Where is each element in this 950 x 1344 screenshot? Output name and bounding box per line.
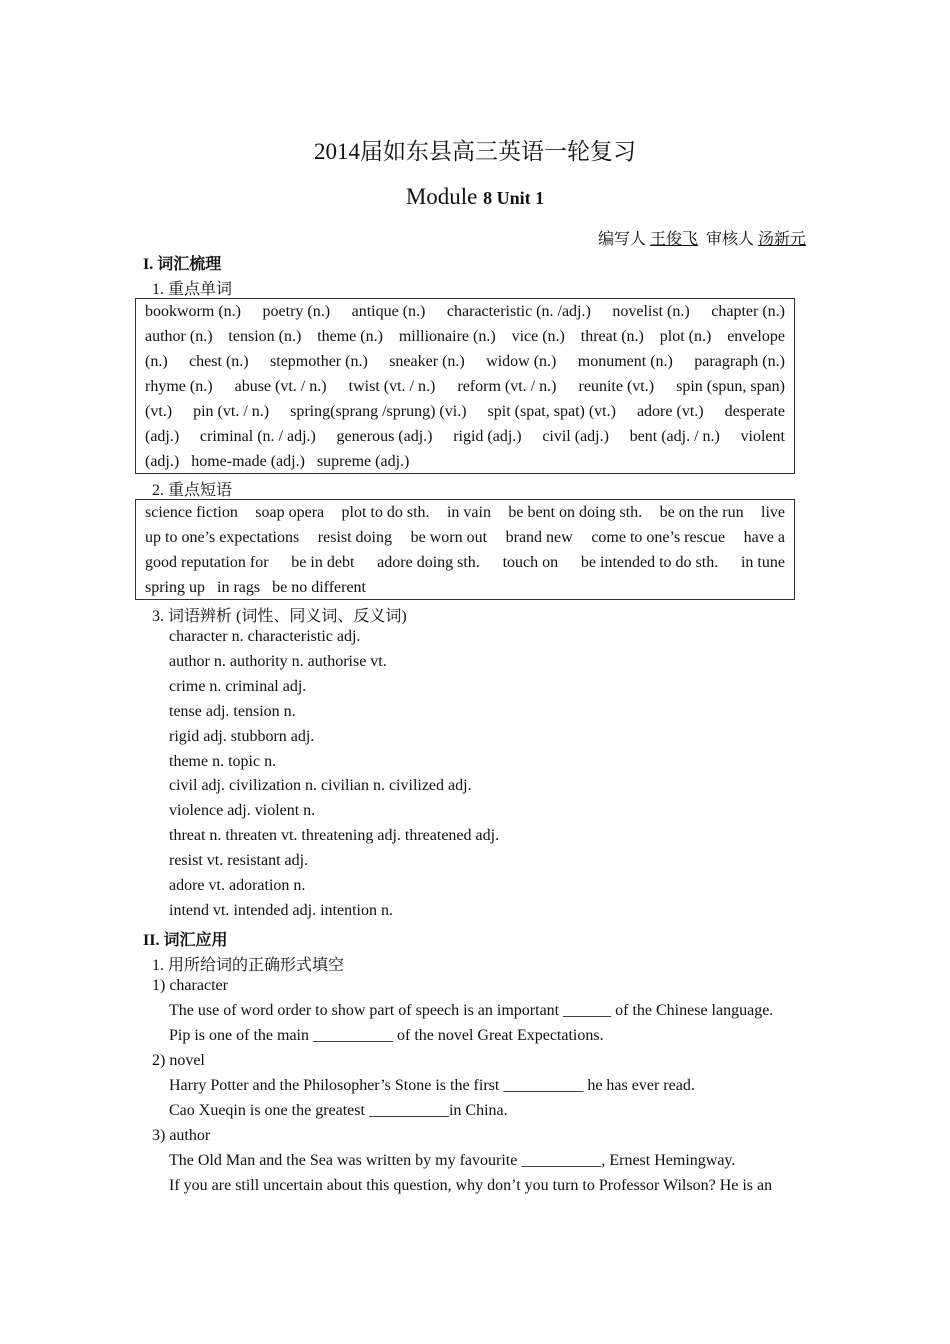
section2-heading: II. 词汇应用 xyxy=(143,932,228,949)
phrase-item: brand new xyxy=(505,529,573,546)
word-item: sneaker (n.) xyxy=(389,353,465,370)
word-line xyxy=(145,324,785,349)
word-item: threat (n.) xyxy=(580,328,644,345)
word-line xyxy=(145,399,785,424)
phrase-item: spring up xyxy=(145,579,205,596)
phrase-item: adore doing sth. xyxy=(377,554,480,571)
phrase-item: in vain xyxy=(446,504,491,521)
word-item: millionaire (n.) xyxy=(398,328,496,345)
page-subtitle xyxy=(0,184,950,210)
phrase-line xyxy=(145,550,785,575)
word-item: criminal (n. / adj.) xyxy=(199,428,316,445)
reviewer-name: 汤新元 xyxy=(757,231,806,248)
phrase-item: be on the run xyxy=(659,504,744,521)
phrase-item: come to one’s rescue xyxy=(591,529,726,546)
word-item: (n.) xyxy=(145,353,168,370)
word-item: supreme (adj.) xyxy=(316,453,410,470)
word-line xyxy=(145,374,785,399)
phrase-item: be bent on doing sth. xyxy=(508,504,643,521)
word-item: violent xyxy=(740,428,785,445)
phrase-line xyxy=(145,500,785,525)
word-item: (adj.) xyxy=(145,453,180,470)
word-item: reform (vt. / n.) xyxy=(457,378,557,395)
word-line xyxy=(145,299,785,324)
section1-sub3: 3. 词语辨析 (词性、同义词、反义词) xyxy=(152,608,407,625)
word-item: (adj.) xyxy=(145,428,180,445)
phrase-item: resist doing xyxy=(317,529,392,546)
word-item: (vt.) xyxy=(145,403,173,420)
phrase-item: science fiction xyxy=(145,504,238,521)
word-line xyxy=(145,424,785,449)
phrase-item: be intended to do sth. xyxy=(580,554,719,571)
key-phrases-box xyxy=(135,499,795,600)
word-pair: crime n. criminal adj. xyxy=(169,677,307,695)
word-item: envelope xyxy=(727,328,785,345)
phrase-item: soap opera xyxy=(255,504,325,521)
exercise-label: 2) novel xyxy=(152,1052,205,1069)
word-item: rigid (adj.) xyxy=(453,428,522,445)
word-item: generous (adj.) xyxy=(336,428,433,445)
phrase-item: in tune xyxy=(740,554,785,571)
phrase-item: be worn out xyxy=(410,529,488,546)
writer-label: 编写人 xyxy=(597,231,646,248)
word-item: characteristic (n. /adj.) xyxy=(446,303,591,320)
word-item: chest (n.) xyxy=(189,353,249,370)
phrase-line xyxy=(145,575,785,600)
word-item: novelist (n.) xyxy=(612,303,690,320)
word-item: rhyme (n.) xyxy=(145,378,213,395)
word-item: desperate xyxy=(724,403,785,420)
word-line xyxy=(145,349,785,374)
word-item: stepmother (n.) xyxy=(270,353,368,370)
phrase-item: plot to do sth. xyxy=(341,504,430,521)
word-item: plot (n.) xyxy=(659,328,712,345)
phrase-item: have a xyxy=(743,529,785,546)
word-item: bookworm (n.) xyxy=(145,303,241,320)
authors-line xyxy=(598,226,806,249)
word-item: antique (n.) xyxy=(351,303,426,320)
section2-sub1: 1. 用所给词的正确形式填空 xyxy=(152,957,345,974)
word-pair: civil adj. civilization n. civilian n. civilized adj. xyxy=(169,777,472,795)
word-item: civil (adj.) xyxy=(542,428,609,445)
word-item: paragraph (n.) xyxy=(694,353,785,370)
phrase-item: good reputation for xyxy=(145,554,269,571)
phrase-line xyxy=(145,525,785,550)
phrase-item: live xyxy=(761,504,785,521)
exercise-sentence: Pip is one of the main __________ of the novel Great Expectations. xyxy=(169,1027,604,1044)
word-item: home-made (adj.) xyxy=(191,453,305,470)
word-item: twist (vt. / n.) xyxy=(348,378,436,395)
phrase-item: touch on xyxy=(502,554,559,571)
subtitle-unit: 8 Unit 1 xyxy=(483,188,545,208)
exercise-sentence: If you are still uncertain about this question, why don’t you turn to Professor Wilson? He is an xyxy=(169,1177,773,1194)
word-pair: author n. authority n. authorise vt. xyxy=(169,652,387,670)
word-pair: violence adj. violent n. xyxy=(169,802,316,820)
word-item: adore (vt.) xyxy=(636,403,704,420)
word-item: vice (n.) xyxy=(511,328,565,345)
phrase-item: up to one’s expectations xyxy=(145,529,300,546)
word-pair: tense adj. tension n. xyxy=(169,702,296,720)
word-item: spin (spun, span) xyxy=(676,378,785,395)
word-item: poetry (n.) xyxy=(262,303,331,320)
word-item: widow (n.) xyxy=(486,353,557,370)
exercise-sentence: Harry Potter and the Philosopher’s Stone is the first __________ he has ever read. xyxy=(169,1077,695,1094)
word-pair: rigid adj. stubborn adj. xyxy=(169,727,315,745)
word-item: spit (spat, spat) (vt.) xyxy=(487,403,616,420)
word-pair: resist vt. resistant adj. xyxy=(169,852,309,870)
reviewer-label: 审核人 xyxy=(705,231,754,248)
word-item: chapter (n.) xyxy=(711,303,785,320)
page-title: 2014届如东县高三英语一轮复习 xyxy=(314,139,636,164)
word-item: abuse (vt. / n.) xyxy=(234,378,327,395)
word-pair: character n. characteristic adj. xyxy=(169,628,361,645)
word-item: tension (n.) xyxy=(228,328,302,345)
exercise-sentence: Cao Xueqin is one the greatest __________in China. xyxy=(169,1102,508,1119)
exercise-label: 3) author xyxy=(152,1127,211,1144)
subtitle-module: Module xyxy=(405,184,478,209)
section1-heading: I. 词汇梳理 xyxy=(143,256,222,273)
word-pair: theme n. topic n. xyxy=(169,752,277,770)
word-item: theme (n.) xyxy=(317,328,383,345)
writer-name: 王俊飞 xyxy=(649,231,698,248)
exercise-sentence: The Old Man and the Sea was written by my favourite __________, Ernest Hemingway. xyxy=(169,1152,736,1169)
word-item: author (n.) xyxy=(145,328,213,345)
word-item: spring(sprang /sprung) (vi.) xyxy=(290,403,467,420)
phrase-item: in rags xyxy=(217,579,261,596)
word-item: monument (n.) xyxy=(577,353,673,370)
word-item: pin (vt. / n.) xyxy=(193,403,270,420)
word-item: reunite (vt.) xyxy=(578,378,655,395)
word-pair: adore vt. adoration n. xyxy=(169,877,306,894)
word-pair: threat n. threaten vt. threatening adj. threatened adj. xyxy=(169,827,500,845)
word-pair: intend vt. intended adj. intention n. xyxy=(169,901,393,919)
phrase-item: be in debt xyxy=(291,554,355,571)
word-line xyxy=(145,449,785,474)
phrase-item: be no different xyxy=(272,579,366,596)
section1-sub2: 2. 重点短语 xyxy=(152,482,233,499)
word-item: bent (adj. / n.) xyxy=(629,428,720,445)
key-words-box xyxy=(135,298,795,474)
exercise-sentence: The use of word order to show part of speech is an important ______ of the Chinese language. xyxy=(169,1002,774,1019)
exercise-label: 1) character xyxy=(152,977,228,994)
section1-sub1: 1. 重点单词 xyxy=(152,281,233,298)
